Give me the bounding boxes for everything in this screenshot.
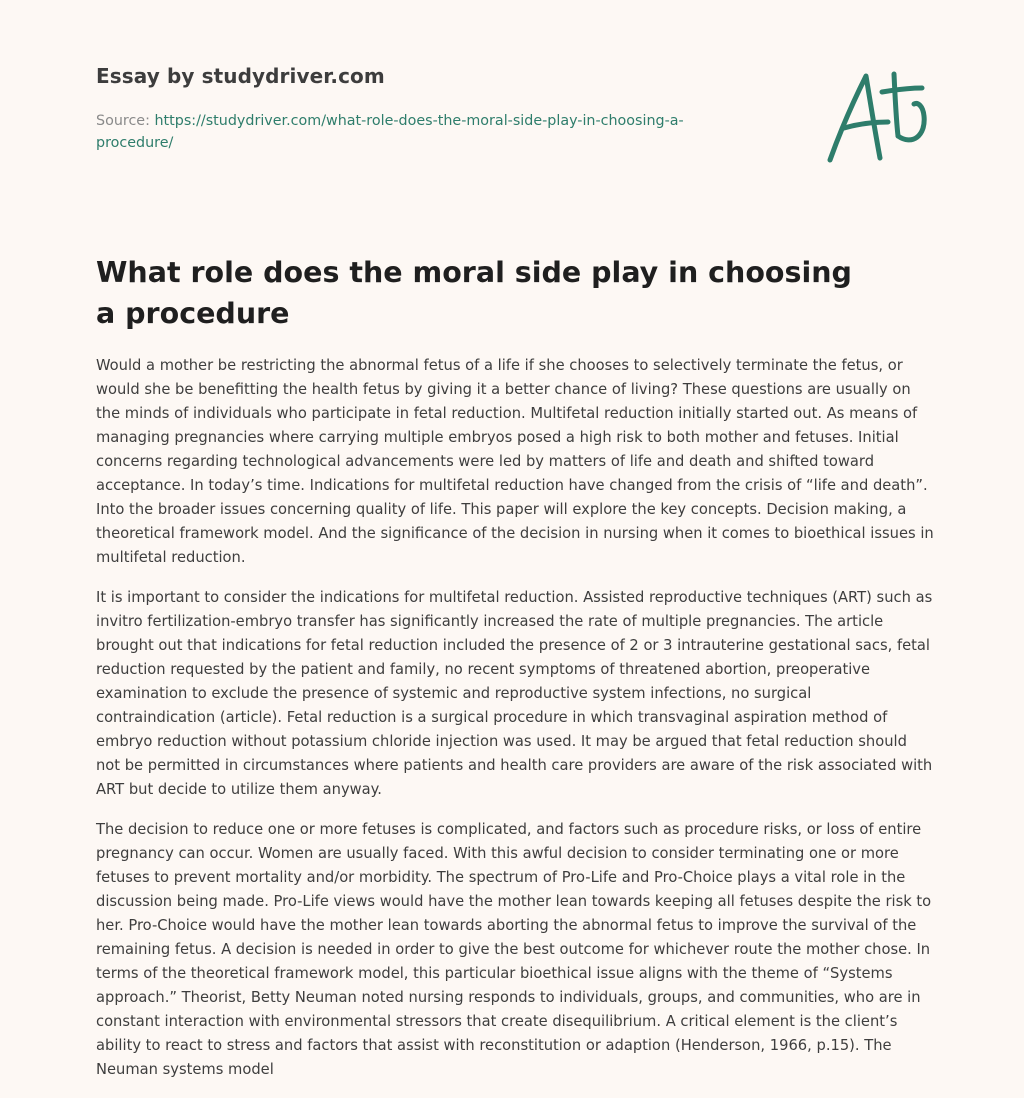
source-label: Source: bbox=[96, 113, 155, 129]
essay-body bbox=[96, 354, 934, 1098]
essay-paragraph: Would a mother be restricting the abnormal fetus of a life if she chooses to selectively terminate the fetus, or would she be benefitting the health fetus by giving it a better chance of living? These questions are usually on the minds of individuals who participate in fetal reduction. Multifetal reduction initially started out. As means of managing pregnancies where carrying multiple embryos posed a high risk to both mother and fetuses. Initial concerns regarding technological advancements were led by matters of life and death and shifted toward acceptance. In today’s time. Indications for multifetal reduction have changed from the crisis of “life and death”. Into the broader issues concerning quality of life. This paper will explore the key concepts. Decision making, a theoretical framework model. And the significance of the decision in nursing when it comes to bioethical issues in multifetal reduction. bbox=[96, 357, 934, 566]
essay-paragraph: The decision to reduce one or more fetuses is complicated, and factors such as procedure risks, or loss of entire pregnancy can occur. Women are usually faced. With this awful decision to consider terminating one or more fetuses to prevent mortality and/or morbidity. The spectrum of Pro-Life and Pro-Choice plays a vital role in the discussion being made. Pro-Life views would have the mother lean towards keeping all fetuses despite the risk to her. Pro-Choice would have the mother lean towards aborting the abnormal fetus to improve the survival of the remaining fetus. A decision is needed in order to give the best outcome for whichever route the mother chose. In terms of the theoretical framework model, this particular bioethical issue aligns with the theme of “Systems approach.” Theorist, Betty Neuman noted nursing responds to individuals, groups, and communities, who are in constant interaction with environmental stressors that create disequilibrium. A critical element is the client’s ability to react to stress and factors that assist with reconstitution or adaption (Henderson, 1966, p.15). The Neuman systems model bbox=[96, 821, 932, 1078]
site-header-title: Essay by studydriver.com bbox=[96, 64, 385, 88]
essay-paragraph: It is important to consider the indications for multifetal reduction. Assisted reproductive techniques (ART) such as invitro fertilization-embryo transfer has significantly increased the rate of multiple pregnancies. The article brought out that indications for fetal reduction included the presence of 2 or 3 intrauterine gestational sacs, fetal reduction requested by the patient and family, no recent symptoms of threatened abortion, preoperative examination to exclude the presence of systemic and reproductive system infections, no surgical contraindication (article). Fetal reduction is a surgical procedure in which transvaginal aspiration method of embryo reduction without potassium chloride injection was used. It may be argued that fetal reduction should not be permitted in circumstances where patients and health care providers are aware of the risk associated with ART but decide to utilize them anyway. bbox=[96, 589, 933, 798]
a-plus-logo-icon bbox=[822, 66, 932, 166]
source-link[interactable]: https://studydriver.com/what-role-does-the-moral-side-play-in-choosing-a-procedure/ bbox=[96, 113, 684, 151]
source-line bbox=[96, 110, 736, 154]
essay-title: What role does the moral side play in choosing a procedure bbox=[96, 256, 852, 330]
